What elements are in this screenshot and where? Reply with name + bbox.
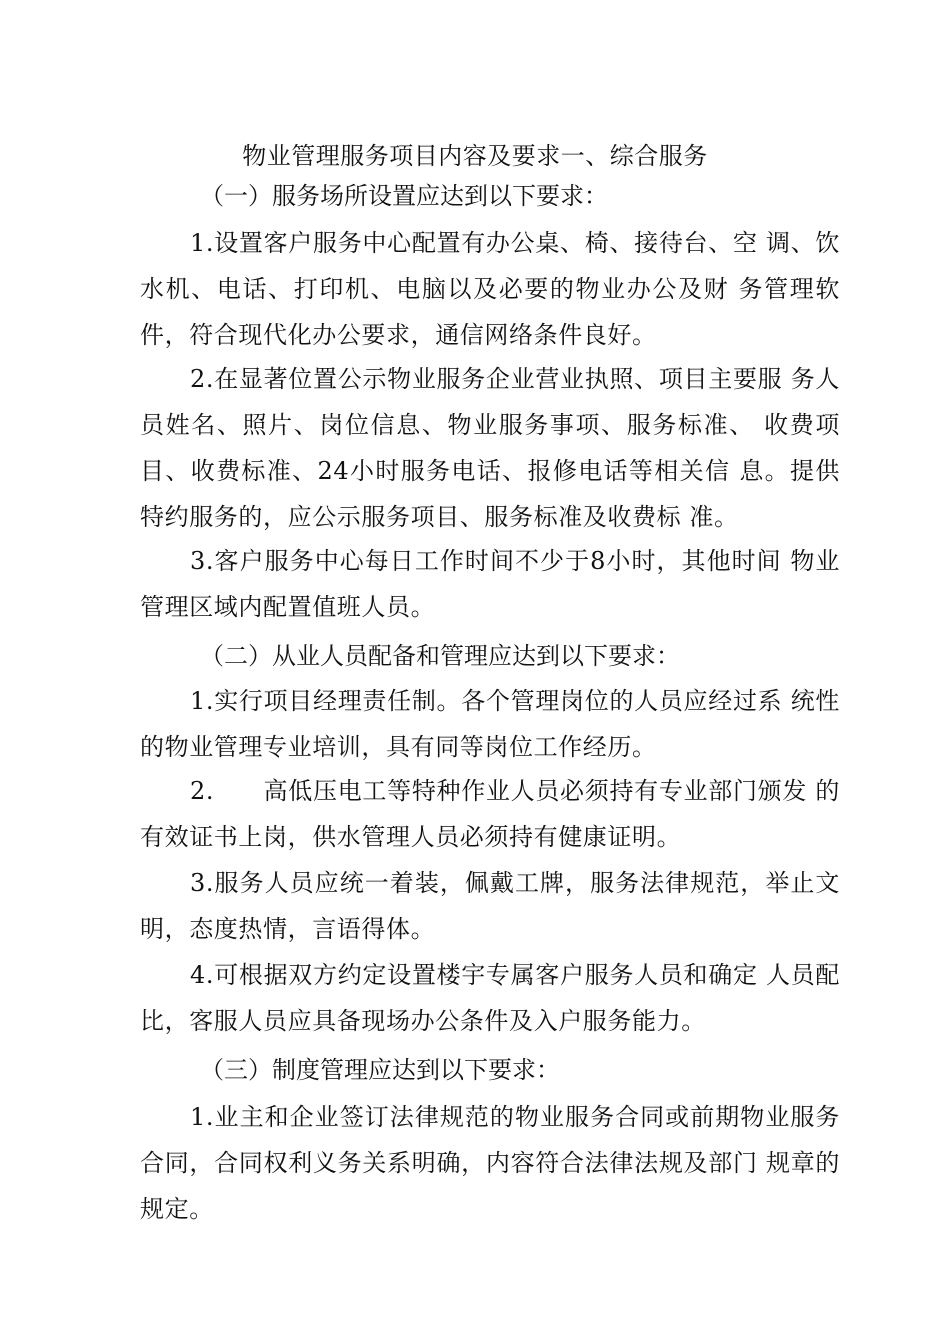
- paragraph-2-1: 1.实行项目经理责任制。各个管理岗位的人员应经过系 统性的物业管理专业培训，具有同等岗位工作经历。: [140, 687, 840, 761]
- section-heading-3: （三）制度管理应达到以下要求：: [200, 1056, 560, 1084]
- section-heading-2: （二）从业人员配备和管理应达到以下要求：: [200, 642, 680, 670]
- paragraph-1-3: 3.客户服务中心每日工作时间不少于8小时，其他时间 物业管理区域内配置值班人员。: [140, 547, 840, 621]
- paragraph-1-2: 2.在显著位置公示物业服务企业营业执照、项目主要服 务人员姓名、照片、岗位信息、物业服务事项、服务标准、 收费项目、收费标准、24小时服务电话、报修电话等相关信 息。提供特约服务的，应公示服务项目、服务标准及收费标 准。: [140, 365, 840, 531]
- paragraph-2-3: 3.服务人员应统一着装，佩戴工牌，服务法律规范，举止文明，态度热情，言语得体。: [140, 869, 840, 943]
- section-heading-1: （一）服务场所设置应达到以下要求：: [200, 182, 608, 210]
- paragraph-3-1: 1.业主和企业签订法律规范的物业服务合同或前期物业服务合同，合同权利义务关系明确，内容符合法律法规及部门 规章的规定。: [140, 1103, 840, 1223]
- paragraph-2-4: 4.可根据双方约定设置楼宇专属客户服务人员和确定 人员配比，客服人员应具备现场办公条件及入户服务能力。: [140, 961, 840, 1035]
- document-title: 物业管理服务项目内容及要求一、综合服务: [242, 142, 708, 170]
- paragraph-1-1: 1.设置客户服务中心配置有办公桌、椅、接待台、空 调、饮水机、电话、打印机、电脑以及必要的物业办公及财 务管理软件，符合现代化办公要求，通信网络条件良好。: [140, 229, 840, 349]
- paragraph-2-2: 2. 高低压电工等特种作业人员必须持有专业部门颁发 的有效证书上岗，供水管理人员必须持有健康证明。: [140, 777, 840, 851]
